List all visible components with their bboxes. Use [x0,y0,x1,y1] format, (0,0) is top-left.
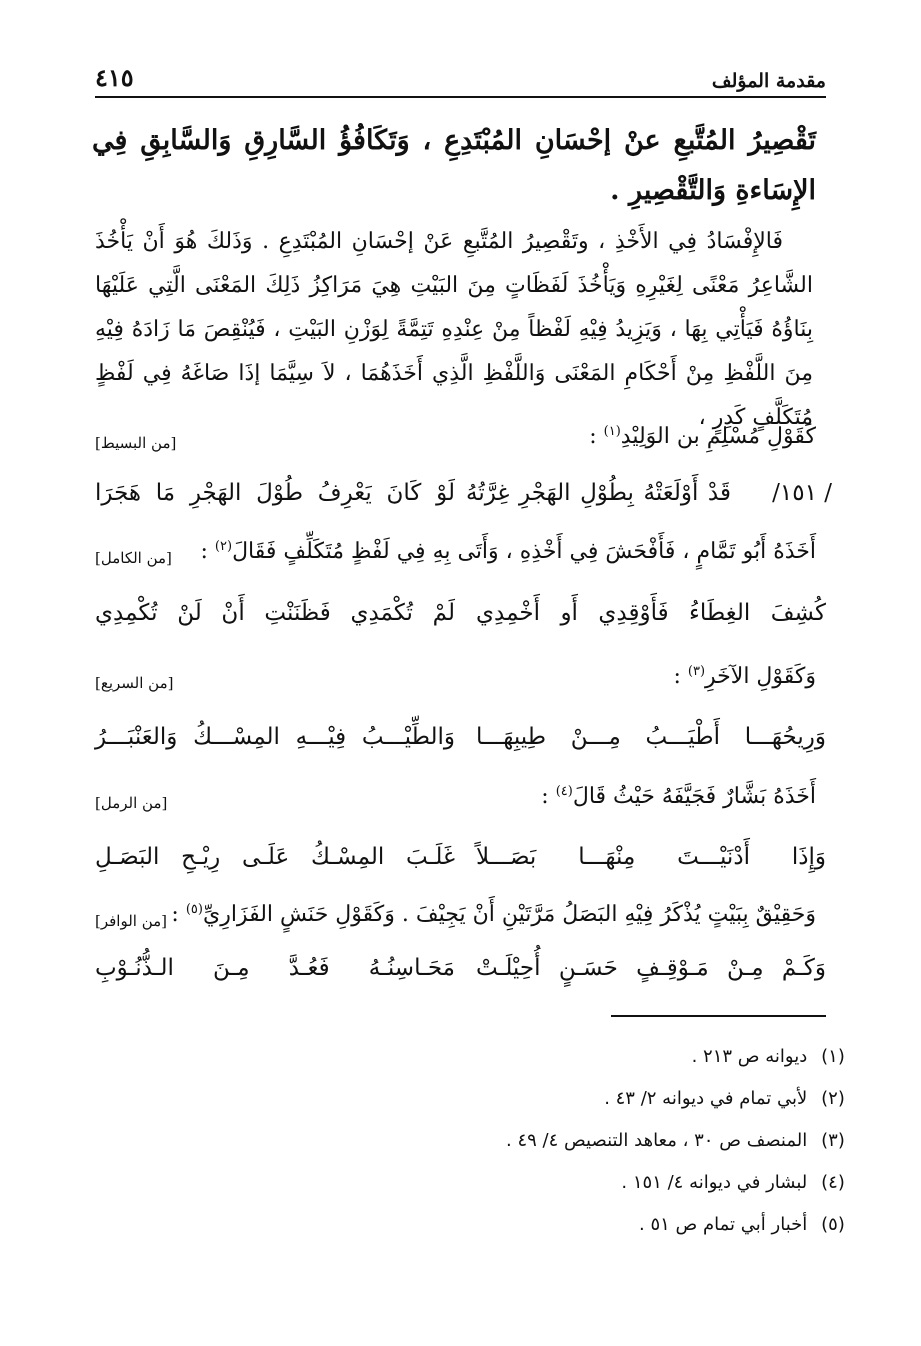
verse-1 [95,468,832,518]
hemistich-right: وَكَـمْ مِـنْ مَـوْقِـفٍ حَسَـنٍ أُحِيْلَـتْ [476,955,826,981]
footnote-ref: (٥) [185,902,203,917]
intro-line-3 [95,655,816,699]
intro-tail: : [200,539,215,564]
meter-label: [من الرمل] [95,794,168,812]
hemistich-left: لَوْ كَانَ يَعْرِفُ طُوْلَ الهَجْرِ مَا هَجَرَا [95,480,455,506]
verse-number: / ١٥١/ [772,480,832,506]
footnote-item [95,1204,853,1246]
hemistich-left: لَمْ تُكْمَدِي فَظَنَنْتِ أَنْ لَنْ تُكْمِدِي [95,600,455,626]
verse-4 [95,832,826,882]
hemistich-right: كُشِفَ الغِطَاءُ فَأَوْقِدِي أَو أَخْمِدِي [476,600,826,626]
intro-text [673,655,816,702]
section-heading: تَقْصِيرُ المُتَّبعِ عنْ إحْسَانِ المُبْتَدِعِ ، وَتَكَافُؤُ السَّارِقِ وَالسَّابِقِ فِي الإِسَاءةِ وَالتَّقْصِيرِ . [92,125,816,206]
footnote-number: (٥) [821,1214,845,1235]
footnote-number: (٢) [821,1088,845,1109]
intro-words: كَقَوْلِ مُسْلِمِ بن الوَلِيْدِ [620,424,816,449]
footnote-number: (٣) [821,1130,845,1151]
hemistich-right: وَرِيحُهَـــا أَطْيَـــبُ مِـــنْ طِيبِهَـــا [476,724,826,750]
intro-line-2 [95,530,816,574]
verse-5 [95,943,826,993]
intro-text [171,893,816,940]
footnote-ref: (١) [603,424,621,439]
intro-text [541,775,816,822]
meter-label: [من السريع] [95,674,174,692]
intro-words: وَكَقَوْلِ الآخَرِ [705,664,816,689]
intro-tail: : [589,424,604,449]
footnotes-list [95,1036,853,1246]
footnote-text: ديوانه ص ٢١٣ . [691,1046,808,1067]
intro-text [589,415,816,462]
footnote-text: أخبار أبي تمام ص ٥١ . [639,1214,808,1235]
intro-tail: : [171,902,186,927]
hemistich-right: قَدْ أَوْلَعَتْهُ بِطُوْلِ الهَجْرِ غِرَّتُهُ [466,480,731,506]
footnote-item [95,1162,853,1204]
footnote-text: لأبي تمام في ديوانه ٢/ ٤٣ . [604,1088,808,1109]
hemistich-left: وَالطِّيْـــبُ فِيْـــهِ المِسْـــكُ وَالعَنْبَـــرُ [95,724,455,750]
footnote-text: المنصف ص ٣٠ ، معاهد التنصيص ٤/ ٤٩ . [505,1130,808,1151]
meter-label: [من الكامل] [95,549,172,567]
intro-text [201,530,816,577]
footnote-ref: (٣) [687,664,706,679]
meter-label: [من البسيط] [95,434,177,452]
footnote-item [95,1120,853,1162]
intro-line-4 [95,775,816,819]
running-head [95,56,826,92]
intro-line-5 [95,893,816,937]
intro-tail: : [541,784,556,809]
footnote-text: لبشار في ديوانه ٤/ ١٥١ . [621,1172,808,1193]
verse-2 [95,588,826,638]
intro-tail: : [673,664,688,689]
footnote-ref: (٤) [555,784,573,799]
footnote-ref: (٢) [214,539,233,554]
intro-words: أَخَذَهُ بَشَّارٌ فَجَيَّفَهُ حَيْثُ قَالَ [572,784,816,809]
intro-words: أَخَذَهُ أَبُو تَمَّامٍ ، فَأَفْحَشَ فِي أَخْذِهِ ، وَأَتَى بِهِ فِي لَفْظٍ مُتَكَلِّفٍ فَقَالَ [232,539,816,564]
intro-line-1 [95,415,816,459]
hemistich-left: مَحَـاسِنُـهُ فَعُـدَّ مِـنَ الـذُّنُـوْبِ [95,955,455,981]
hemistich-left: غَلَـبَ المِسْـكُ عَلَـى رِيْـحِ البَصَـلِ [95,844,455,870]
footnote-item [95,1078,853,1120]
footnote-rule [611,1015,826,1017]
intro-words: وَحَقِيْقٌ بِبَيْتٍ يُذْكَرُ فِيْهِ البَصَلُ مَرَّتَيْنِ أَنْ يَجِيْفَ . وَكَقَوْلِ حَنَشٍ الفَزَارِيِّ [202,902,816,927]
page-number: ٤١٥ [95,63,134,92]
footnote-item [95,1036,853,1078]
verse-3 [95,712,826,762]
hemistich-right: وَإِذَا أَدْنَيْـــتَ مِنْهَـــا بَصَـــلاً [476,844,826,870]
running-title: مقدمة المؤلف [711,70,826,92]
footnote-number: (٤) [821,1172,845,1193]
meter-label: [من الوافر] [95,912,168,930]
footnote-number: (١) [821,1046,845,1067]
header-rule [95,96,826,98]
body-paragraph: فَالإِفْسَادُ فِي الأَخْذِ ، وتَقْصِيرُ المُتَّبعِ عَنْ إحْسَانِ المُبْتَدِعِ . وَذَلكَ هُوَ أَنْ يَأْخُذَ الشَّاعِرُ مَعْنًى لِغَيْرِهِ وَيَأْخُذَ لَفَظَاتٍ مِنَ البَيْتِ هِيَ مَرَاكِزُ ذَلِكَ المَعْنَى الَّتِي عَلَيْهَا بِنَاؤُهُ فَيَأْتِي بِهَا ، وَيَزِيدُ فِيْهِ لَفْظاً مِنْ عِنْدِهِ تَتِمَّةً لِوَزْنِ البَيْتِ ، فَيُنْقِصَ مَا زَادَهُ فِيْهِ مِنَ اللَّفْظِ مِنْ أَحْكَامِ المَعْنَى وَاللَّفْظِ الَّذِي أَخَذَهُمَا ، لاَ سِيَّمَا إذَا صَاغَهُ فِي لَفْظٍ مُتَكَلَّفٍ كَدِرٍ ، [95,229,813,430]
